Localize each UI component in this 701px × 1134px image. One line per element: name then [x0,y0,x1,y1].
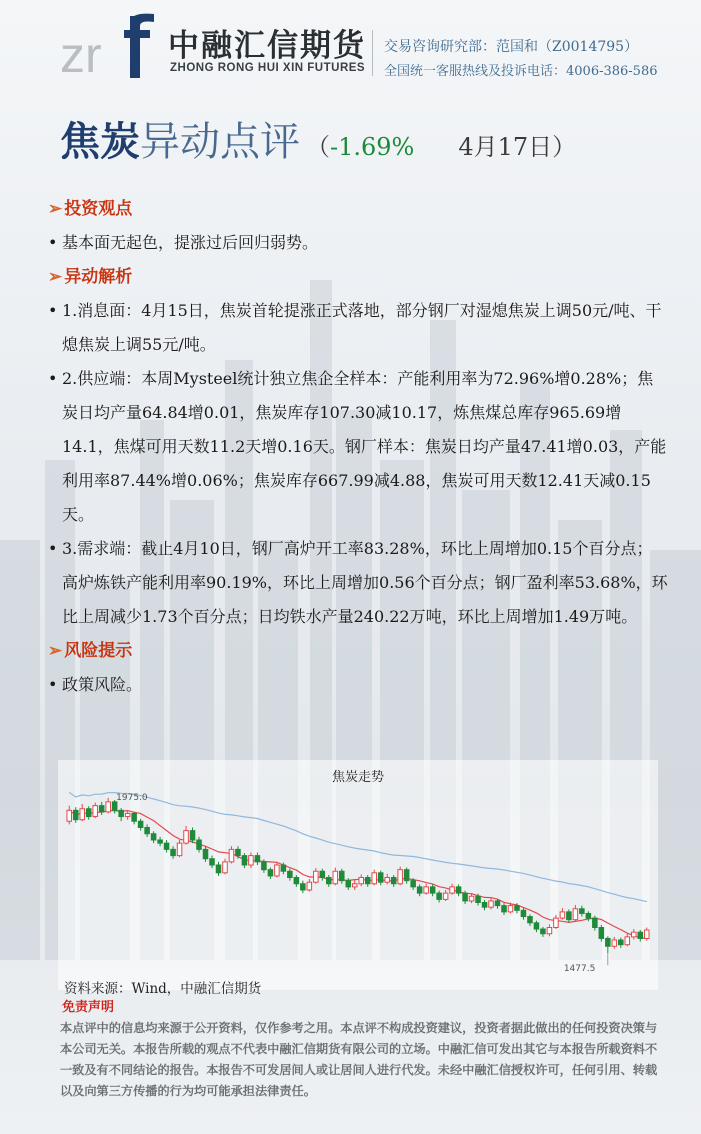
candle-body [437,893,442,899]
candle-body [249,856,254,865]
report-header [0,0,701,90]
candle-body [346,881,351,887]
candle-body [236,849,241,855]
disclaimer-title: 免责声明 [62,1000,115,1015]
chart-title: 焦炭走势 [331,770,384,785]
candle-body [73,810,78,819]
hotline-contact: 全国统一客服热线及投诉电话：4006-386-586 [384,64,658,79]
candle-body [547,928,552,934]
price-chart [58,760,658,990]
candle-body [625,937,630,945]
analyst-contact: 交易咨询研究部：范国和（Z0014795） [384,39,639,55]
candle-body [340,871,345,880]
candle-body [443,893,448,899]
company-logo [58,12,158,80]
candle-body [489,901,494,907]
candle-body [119,810,124,816]
candle-body [125,813,130,816]
section-heading-analysis: ➢ 异动解析 [48,267,133,287]
candle-body [476,896,481,902]
arrow-icon: ➢ [48,199,63,219]
svg-text:zr: zr [60,27,102,80]
candle-body [210,859,215,865]
candle-body [216,865,221,873]
candle-body [404,870,409,881]
candle-body [229,849,234,862]
candle-body [242,856,247,865]
candle-body [307,882,312,890]
title-change: -1.69% [330,133,415,161]
moving-average-fast [69,810,647,938]
candle-body [521,910,526,916]
candle-body [567,912,572,920]
section-heading-risk: ➢ 风险提示 [48,641,133,661]
list-item: • 2.供应端：本周Mysteel统计独立焦企全样本：产能利用率为72.96%增0.28%；焦炭日均产量64.84增0.01，焦炭库存107.30减10.17，炼焦煤总库存965.69增14.1，焦煤可用天数11.2天增0.16天。钢厂样本：焦炭日均产量47.41增0.03，产能利用率87.44%增0.06%；焦炭库存667.99减4.88，焦炭可用天数12.41天减0.15天。 [48,362,668,532]
candle-body [424,887,429,893]
bullet-icon: • [48,539,58,558]
candle-body [378,873,383,882]
candle-body [158,840,163,843]
candle-body [554,918,559,927]
bullet-icon: • [48,369,58,388]
candle-body [171,849,176,855]
candle-body [411,881,416,887]
candle-body [203,849,208,858]
candle-body [619,940,624,945]
list-item: • 3.需求端：截止4月10日，钢厂高炉开工率83.28%，环比上周增加0.15个百分点；高炉炼铁产能利用率90.19%，环比上周增加0.56个百分点；钢厂盈利率53.68%，环比上周减少1.73个百分点；日均铁水产量240.22万吨，环比上周增加1.49万吨。 [48,532,668,634]
candle-body [456,887,461,893]
candle-body [372,873,377,884]
candle-body [255,856,260,862]
candle-body [450,887,455,893]
candle-body [164,843,169,849]
candle-body [294,878,299,884]
candle-body [145,828,150,834]
candle-body [190,831,195,840]
candle-body [177,843,182,856]
candle-body [528,917,533,923]
candle-body [281,865,286,871]
candle-body [301,884,306,890]
candle-body [197,840,202,849]
title-commodity: 焦炭 [60,118,140,165]
candle-body [430,887,435,893]
bullet-icon: • [48,301,58,320]
candle-body [352,884,357,887]
candle-body [612,940,617,946]
candle-body [99,806,104,812]
title-date: 4月17日） [458,133,577,161]
candle-body [314,871,319,882]
candle-body [495,901,500,906]
brand-name-cn: 中融汇信期货 [168,28,366,64]
moving-average-slow [69,792,647,901]
arrow-icon: ➢ [48,641,63,661]
section-heading-view: ➢ 投资观点 [48,199,133,219]
candle-body [515,906,520,911]
candle-body [417,887,422,893]
candle-body [482,903,487,908]
arrow-icon: ➢ [48,267,63,287]
candle-body [398,870,403,884]
candle-body [184,831,189,844]
candle-body [502,906,507,912]
candle-body [644,930,649,938]
list-item: • 政策风险。 [48,668,668,702]
candle-body [320,871,325,877]
data-source: 资料来源：Wind，中融汇信期货 [64,981,262,997]
candle-body [359,878,364,884]
candle-body [275,865,280,876]
high-label: 1975.0 [116,792,148,803]
candle-body [151,834,156,840]
candle-body [606,938,611,946]
candle-body [580,909,585,914]
bullet-icon: • [48,233,58,252]
low-label: 1477.5 [563,964,596,975]
candlestick-chart [58,760,658,990]
candle-body [106,802,111,812]
page-title [60,110,576,167]
candle-body [463,893,468,901]
header-divider [372,30,373,76]
disclaimer-text: 本点评中的信息均来源于公开资料，仅作参考之用。本点评不构成投资建议，投资者据此做出的任何投资决策与本公司无关。本报告所载的观点不代表中融汇信期货有限公司的立场。中融汇信可发出其它与本报告所载资料不一致及有不同结论的报告。本报告不可发居间人或让居间人进行代发。未经中融汇信授权许可，任何引用、转载以及向第三方传播的行为均可能承担法律责任。 [60,1021,658,1098]
candle-body [223,862,228,873]
candle-body [333,871,338,884]
candle-body [138,821,143,827]
candle-body [593,918,598,927]
report-body [48,192,668,702]
candle-body [469,896,474,901]
candle-body [638,932,643,938]
candle-body [288,871,293,877]
candle-body [262,862,267,870]
candle-body [86,809,91,817]
brand-name-en: ZHONG RONG HUI XIN FUTURES [170,62,366,74]
candle-body [508,906,513,912]
candle-body [365,878,370,884]
candle-body [385,878,390,883]
candle-body [112,802,117,810]
list-item: • 基本面无起色，提涨过后回归弱势。 [48,226,668,260]
list-item: • 1.消息面：4月15日，焦炭首轮提涨正式落地，部分钢厂对湿熄焦炭上调50元/吨、干熄焦炭上调55元/吨。 [48,294,668,362]
candle-body [599,928,604,939]
candle-body [391,878,396,884]
candle-body [534,923,539,929]
candle-body [541,929,546,934]
title-paren: （ [306,133,330,161]
candle-body [67,810,72,821]
candle-body [93,806,98,817]
candle-body [327,878,332,884]
bullet-icon: • [48,675,58,694]
candle-body [268,870,273,876]
candle-body [586,913,591,918]
candle-body [632,932,637,937]
candle-body [80,809,85,820]
title-type: 异动点评 [140,119,300,165]
candle-body [132,813,137,821]
candle-body [560,912,565,918]
candle-body [573,909,578,920]
